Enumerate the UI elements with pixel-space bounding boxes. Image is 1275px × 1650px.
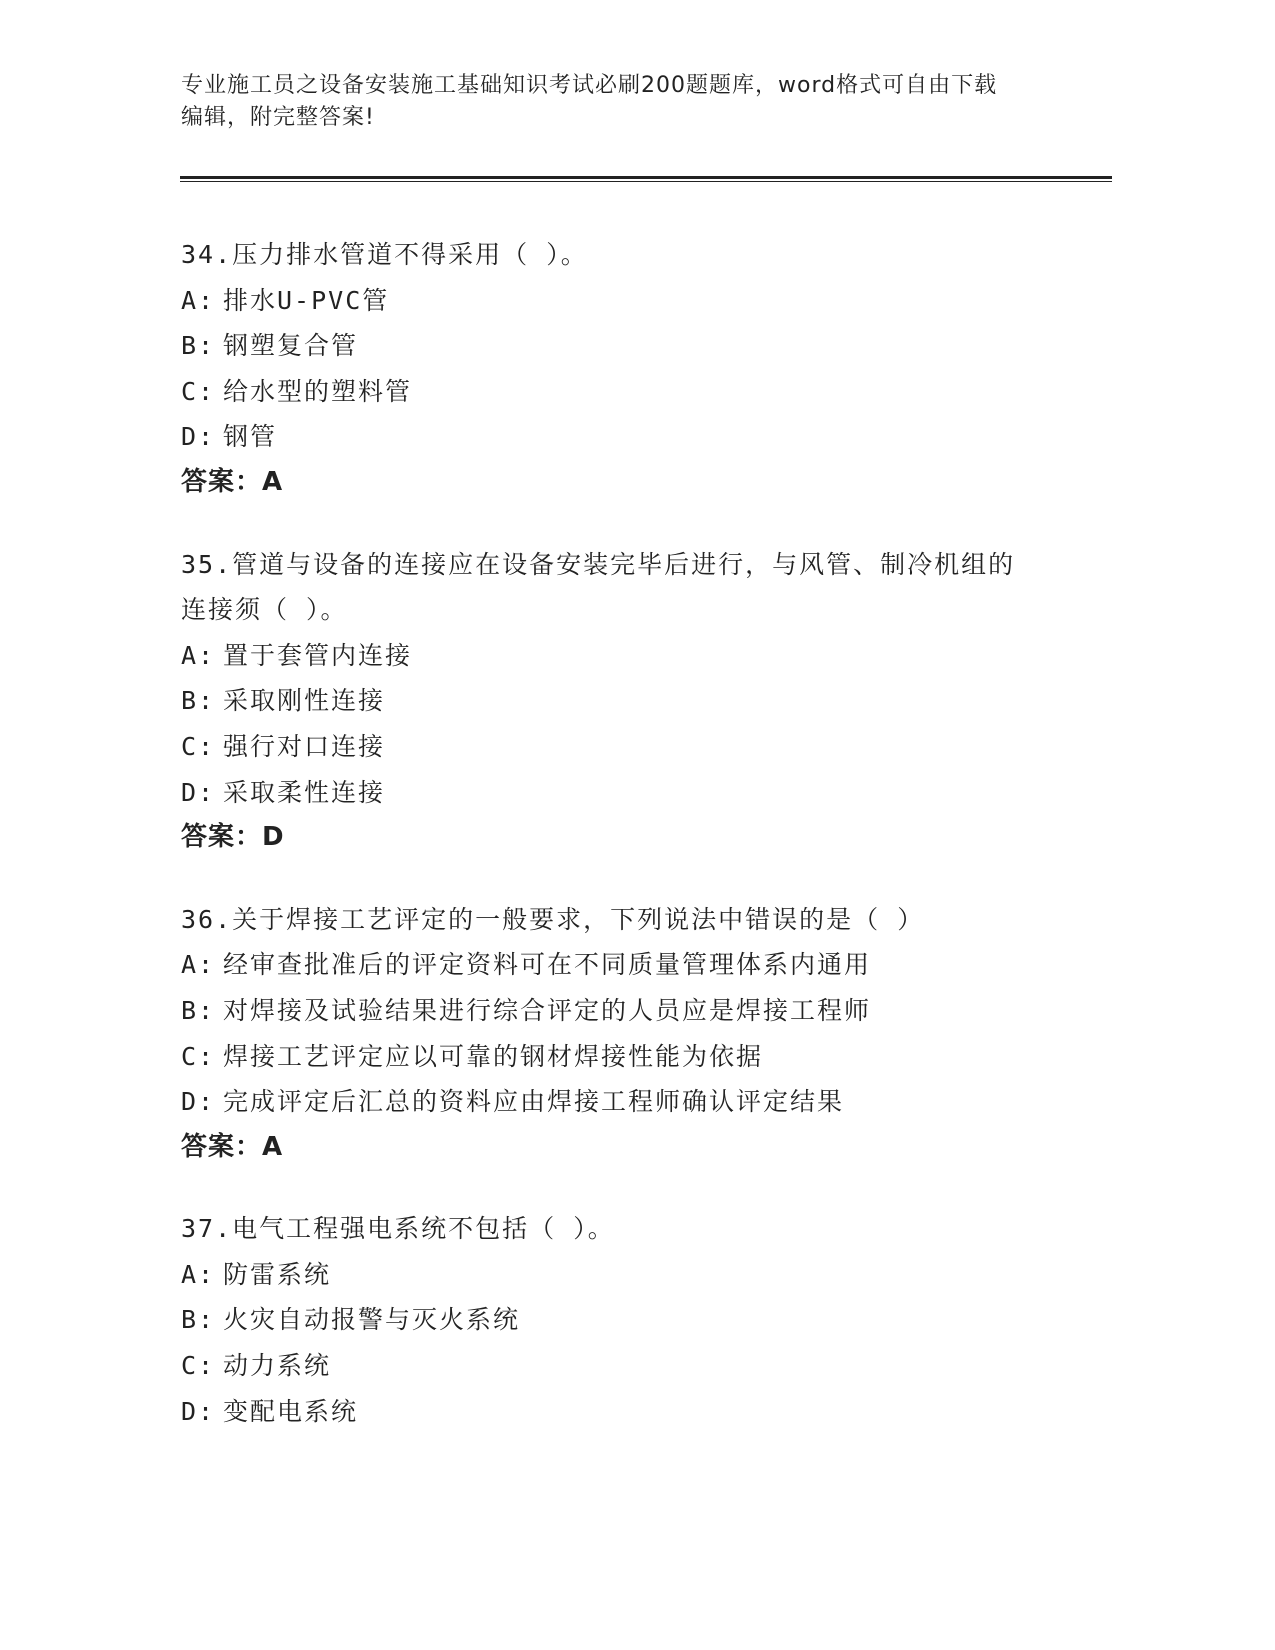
option-b — [181, 678, 1081, 724]
option-d — [181, 1079, 1081, 1125]
option-label: B: — [181, 1305, 216, 1335]
option-c — [181, 1343, 1081, 1389]
option-text: 排水U-PVC管 — [223, 285, 390, 315]
option-b — [181, 988, 1081, 1034]
option-text: 钢塑复合管 — [223, 331, 359, 361]
option-text: 置于套管内连接 — [223, 640, 413, 670]
option-label: C: — [181, 376, 216, 406]
answer-line: 答案：D — [181, 822, 285, 853]
option-text: 变配电系统 — [223, 1396, 359, 1426]
option-label: B: — [181, 995, 216, 1025]
option-text: 经审查批准后的评定资料可在不同质量管理体系内通用 — [223, 950, 872, 980]
option-text: 强行对口连接 — [223, 731, 386, 761]
question-stem: 35.管道与设备的连接应在设备安装完毕后进行，与风管、制冷机组的 — [181, 549, 1016, 579]
question-34 — [181, 232, 1081, 506]
option-c — [181, 369, 1081, 415]
header-line-2: 编辑，附完整答案! — [181, 105, 375, 130]
answer-line: 答案：A — [181, 466, 284, 497]
option-label: C: — [181, 1351, 216, 1381]
question-35 — [181, 542, 1081, 861]
option-label: D: — [181, 1396, 216, 1426]
option-label: C: — [181, 731, 216, 761]
option-text: 采取柔性连接 — [223, 777, 386, 807]
option-text: 焊接工艺评定应以可靠的钢材焊接性能为依据 — [223, 1041, 764, 1071]
option-label: A: — [181, 285, 216, 315]
option-text: 给水型的塑料管 — [223, 376, 413, 406]
option-d — [181, 414, 1081, 460]
question-stem: 34.压力排水管道不得采用（ ）。 — [181, 240, 588, 269]
question-37 — [181, 1206, 1081, 1434]
option-d — [181, 1389, 1081, 1435]
option-text: 对焊接及试验结果进行综合评定的人员应是焊接工程师 — [223, 995, 872, 1025]
question-36 — [181, 897, 1081, 1171]
option-text: 动力系统 — [223, 1351, 332, 1381]
option-a — [181, 942, 1081, 988]
option-b — [181, 323, 1081, 369]
option-text: 钢管 — [223, 422, 278, 452]
question-stem-continued: 连接须（ ）。 — [181, 595, 348, 625]
option-label: B: — [181, 686, 216, 716]
option-text: 防雷系统 — [223, 1259, 332, 1289]
option-label: A: — [181, 640, 216, 670]
option-label: B: — [181, 331, 216, 361]
option-c — [181, 724, 1081, 770]
option-d — [181, 770, 1081, 816]
option-text: 火灾自动报警与灭火系统 — [223, 1305, 521, 1335]
option-label: A: — [181, 950, 216, 980]
option-a — [181, 1252, 1081, 1298]
option-label: D: — [181, 1087, 216, 1117]
question-stem: 36.关于焊接工艺评定的一般要求，下列说法中错误的是（ ） — [181, 904, 925, 934]
answer-line: 答案：A — [181, 1131, 284, 1162]
option-label: A: — [181, 1259, 216, 1289]
header-line-1: 专业施工员之设备安装施工基础知识考试必刷200题题库，word格式可自由下载 — [181, 73, 998, 98]
option-a — [181, 633, 1081, 679]
option-label: C: — [181, 1041, 216, 1071]
option-b — [181, 1297, 1081, 1343]
option-text: 采取刚性连接 — [223, 686, 386, 716]
option-text: 完成评定后汇总的资料应由焊接工程师确认评定结果 — [223, 1087, 845, 1117]
option-label: D: — [181, 777, 216, 807]
option-label: D: — [181, 422, 216, 452]
question-list — [181, 232, 1081, 1470]
option-c — [181, 1034, 1081, 1080]
header-divider-thick — [180, 176, 1112, 179]
header-divider-thin — [180, 181, 1112, 182]
document-header — [181, 70, 1061, 134]
option-a — [181, 278, 1081, 324]
question-stem: 37.电气工程强电系统不包括（ ）。 — [181, 1214, 615, 1244]
